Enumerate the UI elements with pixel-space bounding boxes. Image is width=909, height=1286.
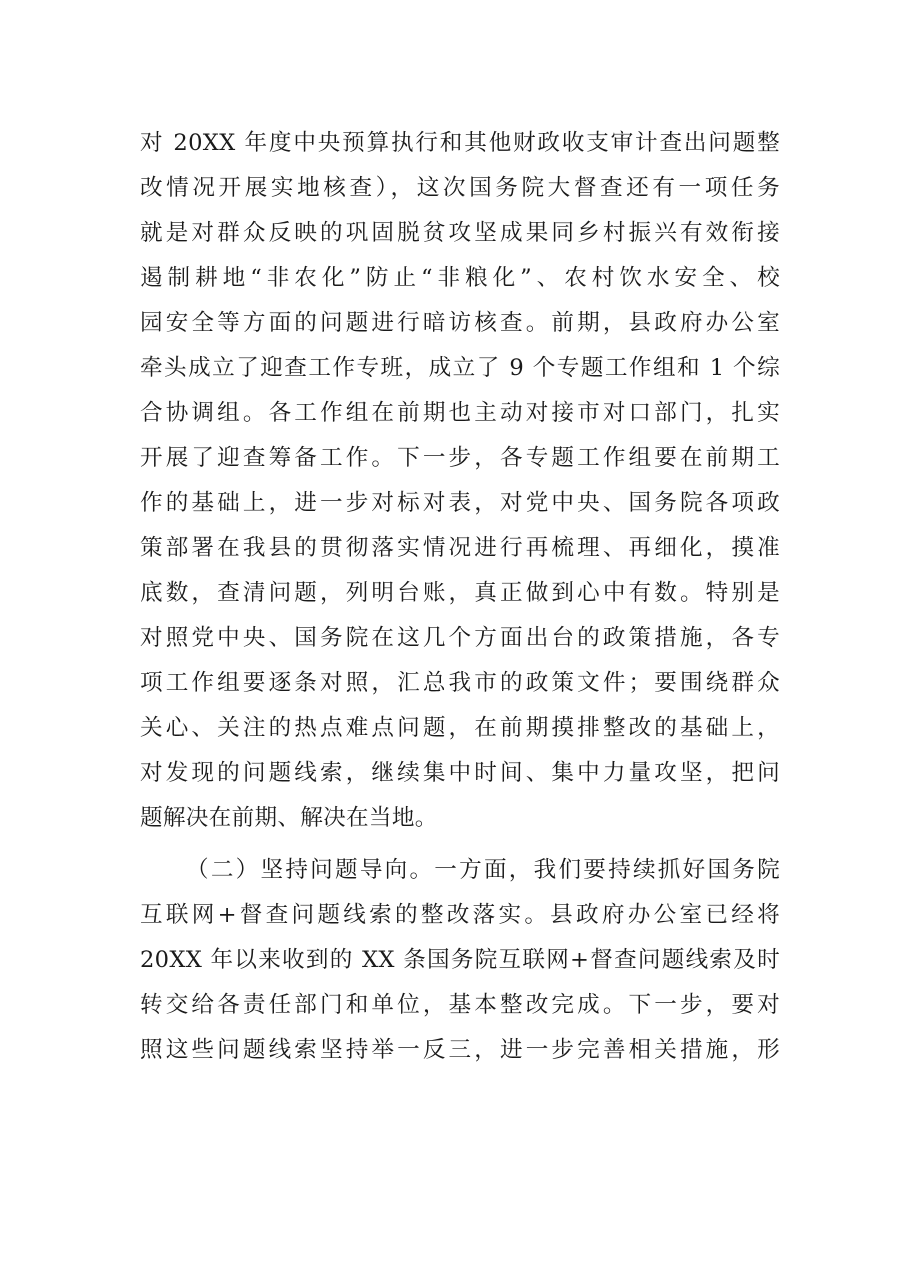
text-line: 对 20XX 年度中央预算执行和其他财政收支审计查出问题整 xyxy=(140,130,780,156)
text-line: 合协调组。各工作组在前期也主动对接市对口部门，扎实 xyxy=(140,400,780,426)
text-line: 关心、关注的热点难点问题，在前期摸排整改的基础上， xyxy=(140,715,780,741)
text-line: 互联网+督查问题线索的整改落实。县政府办公室已经将 xyxy=(140,902,780,928)
text-line: 对发现的问题线索，继续集中时间、集中力量攻坚，把问 xyxy=(140,760,780,786)
text-line: 牵头成立了迎查工作专班，成立了 9 个专题工作组和 1 个综 xyxy=(140,355,780,381)
text-line: 对照党中央、国务院在这几个方面出台的政策措施，各专 xyxy=(140,625,780,651)
text-line: 开展了迎查筹备工作。下一步，各专题工作组要在前期工 xyxy=(140,445,780,471)
text-line: 遏制耕地“非农化”防止“非粮化”、农村饮水安全、校 xyxy=(140,265,780,291)
text-line: 题解决在前期、解决在当地。 xyxy=(140,805,438,831)
text-line: 20XX 年以来收到的 XX 条国务院互联网+督查问题线索及时 xyxy=(140,947,780,973)
text-line: 就是对群众反映的巩固脱贫攻坚成果同乡村振兴有效衔接 xyxy=(140,220,780,246)
text-line: 作的基础上，进一步对标对表，对党中央、国务院各项政 xyxy=(140,490,780,516)
text-line: 转交给各责任部门和单位，基本整改完成。下一步，要对 xyxy=(140,992,780,1018)
text-line: 改情况开展实地核查），这次国务院大督查还有一项任务 xyxy=(140,175,780,201)
text-line: 底数，查清问题，列明台账，真正做到心中有数。特别是 xyxy=(140,580,780,606)
text-line: 园安全等方面的问题进行暗访核查。前期，县政府办公室 xyxy=(140,310,780,336)
text-line: 项工作组要逐条对照，汇总我市的政策文件；要围绕群众 xyxy=(140,670,780,696)
text-line: 照这些问题线索坚持举一反三，进一步完善相关措施，形 xyxy=(140,1037,780,1063)
text-line: （二）坚持问题导向。一方面，我们要持续抓好国务院 xyxy=(186,857,780,883)
text-line: 策部署在我县的贯彻落实情况进行再梳理、再细化，摸准 xyxy=(140,535,780,561)
